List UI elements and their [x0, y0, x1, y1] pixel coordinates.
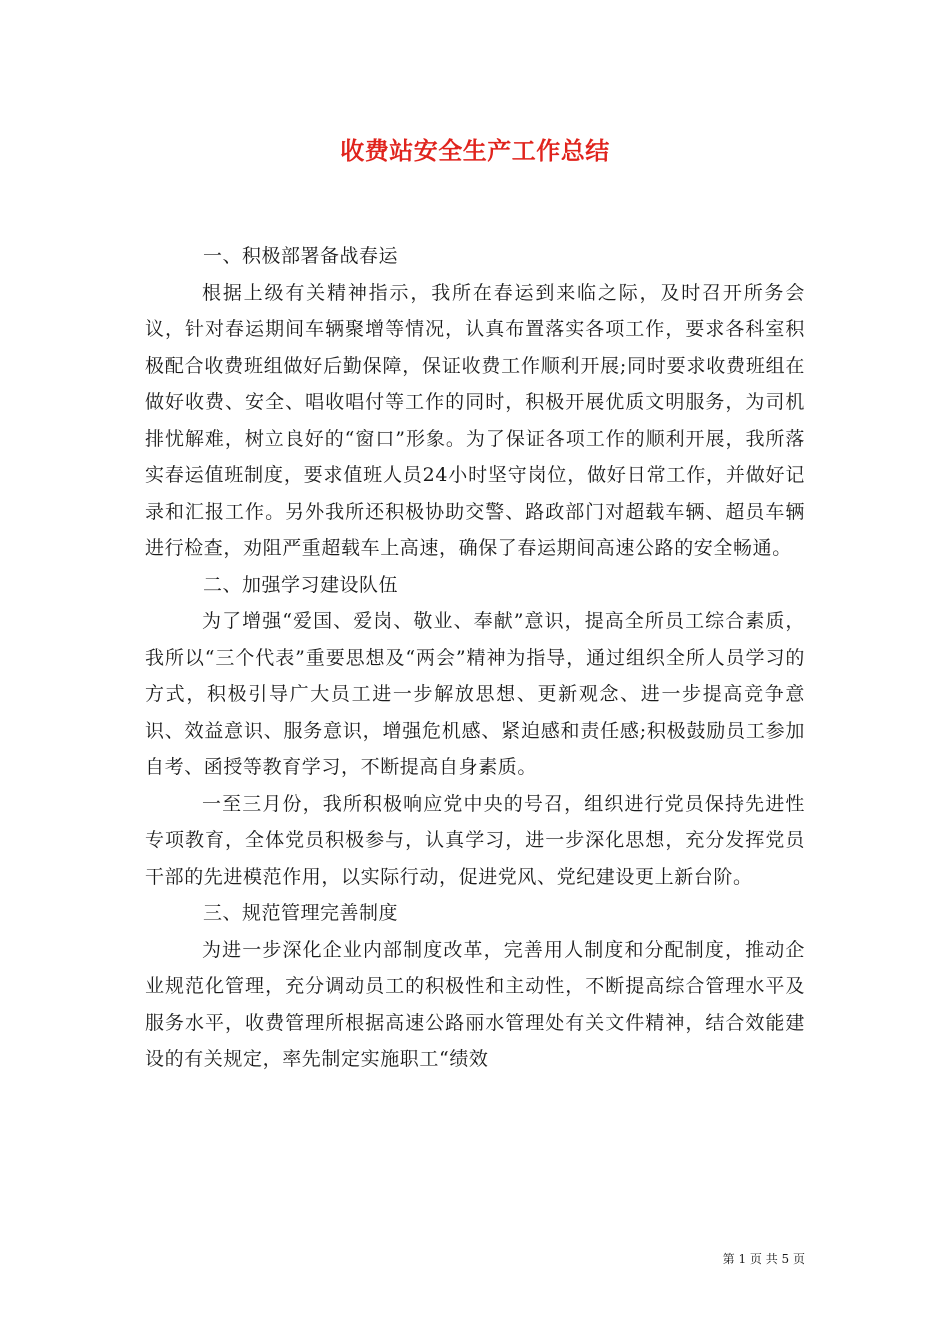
document-body: [145, 238, 805, 1078]
page-title: 收费站安全生产工作总结: [340, 136, 610, 165]
paragraph-4: 为进一步深化企业内部制度改革，完善用人制度和分配制度，推动企业规范化管理，充分调动员工的积极性和主动性，不断提高综合管理水平及服务水平，收费管理所根据高速公路丽水管理处有关文件精神，结合效能建设的有关规定，率先制定实施职工“绩效: [145, 938, 805, 1070]
section-heading-2: 二、加强学习建设队伍: [203, 573, 399, 596]
section-heading-3: 三、规范管理完善制度: [203, 902, 399, 924]
section-heading-1: 一、积极部署备战春运: [203, 245, 399, 267]
paragraph-3: 一至三月份，我所积极响应党中央的号召，组织进行党员保持先进性专项教育，全体党员积极参与，认真学习，进一步深化思想，充分发挥党员干部的先进模范作用，以实际行动，促进党风、党纪建设更上新台阶。: [145, 792, 805, 888]
page-footer: 第 1 页 共 5 页: [722, 1252, 805, 1266]
paragraph-2: 为了增强“爱国、爱岗、敬业、奉献”意识，提高全所员工综合素质，我所以“三个代表”重要思想及“两会”精神为指导，通过组织全所人员学习的方式，积极引导广大员工进一步解放思想、更新观念、进一步提高竞争意识、效益意识、服务意识，增强危机感、紧迫感和责任感;积极鼓励员工参加自考、函授等教育学习，不断提高自身素质。: [145, 610, 805, 778]
paragraph-1: 根据上级有关精神指示，我所在春运到来临之际，及时召开所务会议，针对春运期间车辆聚增等情况，认真布置落实各项工作，要求各科室积极配合收费班组做好后勤保障，保证收费工作顺利开展;同时要求收费班组在做好收费、安全、唱收唱付等工作的同时，积极开展优质文明服务，为司机排忧解难，树立良好的“窗口”形象。为了保证各项工作的顺利开展，我所落实春运值班制度，要求值班人员24小时坚守岗位，做好日常工作，并做好记录和汇报工作。另外我所还积极协助交警、路政部门对超载车辆、超员车辆进行检查，劝阻严重超载车上高速，确保了春运期间高速公路的安全畅通。: [145, 281, 805, 559]
